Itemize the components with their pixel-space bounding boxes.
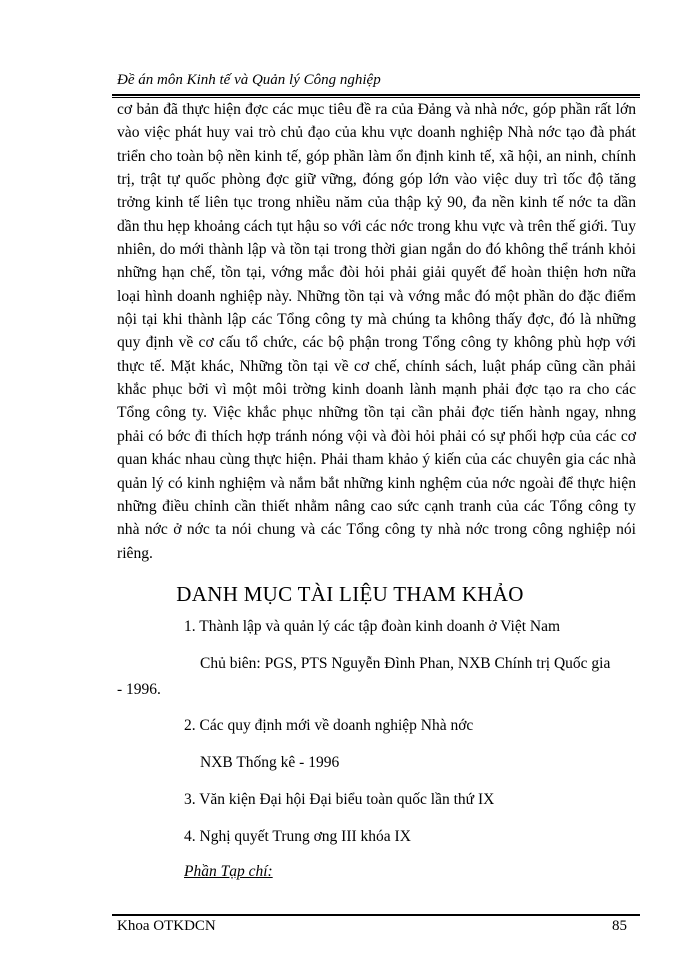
body-paragraph: cơ bản đã thực hiện đợc các mục tiêu đề ra của Đảng và nhà nớc, góp phần rất lớn vào việc phát huy vai trò chủ đạo của khu vực doanh nghiệp Nhà nớc tạo đà phát triển cho toàn bộ nền kinh tế, góp phần làm ổn định kinh tế, xã hội, an ninh, chính trị, trật tự quốc phòng đợc giữ vững, đóng góp lớn vào việc duy trì tốc độ tăng trởng kinh tế liên tục trong nhiều năm của thập kỷ 90, đa nền kinh tế nớc ta dần dần thu hẹp khoảng cách tụt hậu so với các nớc trong khu vực và trên thế giới. Tuy nhiên, do mới thành lập và tồn tại trong thời gian ngắn do đó không thể tránh khỏi những hạn chế, tồn tại, vớng mắc đòi hỏi phải giải quyết để hoàn thiện hơn nữa loại hình doanh nghiệp này. Những tồn tại và vớng mắc đó một phần do đặc điểm nội tại khi thành lập các Tổng công ty mà chúng ta không thấy đợc, đó là những quy định về cơ cấu tổ chức, các bộ phận trong Tổng công ty không phù hợp với thực tế. Mặt khác, Những tồn tại về cơ chế, chính sách, luật pháp cũng cần phải khắc phục bởi vì một môi trờng kinh doanh lành mạnh phải đợc tạo ra cho các Tổng công ty. Việc khắc phục những tồn tại cần phải đợc tiến hành ngay, nhng phải có bớc đi thích hợp tránh nóng vội và đòi hỏi phải có sự phối hợp của các cơ quan khác nhau cùng thực hiện. Phải tham khảo ý kiến của các chuyên gia các nhà quản lý có kinh nghiệm và nắm bắt những kinh nghệm của nớc ngoài để thực hiện những điều chỉnh cần thiết nhằm nâng cao sức cạnh tranh của các Tổng công ty nhà nớc ở nớc ta nói chung và các Tổng công ty nhà nớc trong công nghiệp nói riêng.: [117, 101, 636, 562]
reference-2-title: 2. Các quy định mới về doanh nghiệp Nhà nớc: [184, 717, 474, 734]
section-label: Phần Tạp chí:: [184, 863, 273, 880]
footer-department: Khoa OTKDCN: [117, 918, 216, 934]
reference-2-detail: NXB Thống kê - 1996: [200, 754, 340, 771]
reference-1-detail-cont: - 1996.: [117, 681, 161, 698]
body-text: [117, 98, 636, 565]
footer-rule: [112, 914, 640, 916]
page-number: 85: [612, 918, 627, 934]
references-title: DANH MỤC TÀI LIỆU THAM KHẢO: [176, 582, 524, 606]
reference-3-title: 3. Văn kiện Đại hội Đại biểu toàn quốc lần thứ IX: [184, 791, 495, 808]
reference-4-title: 4. Nghị quyết Trung ơng III khóa IX: [184, 828, 411, 845]
reference-1-title: 1. Thành lập và quản lý các tập đoàn kinh doanh ở Việt Nam: [184, 618, 561, 635]
header-rule: [112, 94, 640, 96]
reference-1-detail: Chủ biên: PGS, PTS Nguyễn Đình Phan, NXB Chính trị Quốc gia: [200, 655, 611, 672]
page-header: Đề án môn Kinh tế và Quản lý Công nghiệp: [117, 72, 381, 88]
